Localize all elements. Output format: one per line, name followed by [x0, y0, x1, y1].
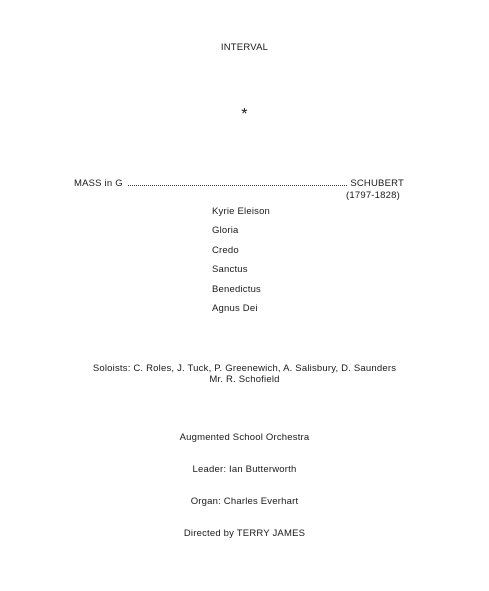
- composer-name: SCHUBERT: [350, 178, 404, 189]
- organ-credit: Organ: Charles Everhart: [190, 496, 299, 507]
- movement-item: Benedictus: [212, 283, 262, 295]
- soloists-line-continued: Mr. R. Schofield: [209, 374, 280, 385]
- movement-list: [212, 206, 270, 322]
- work-entry: [74, 176, 404, 190]
- movement-item: Kyrie Eleison: [212, 206, 271, 217]
- movement-item: Agnus Dei: [212, 302, 258, 314]
- director-credit: Directed by TERRY JAMES: [183, 528, 306, 539]
- composer-dates: (1797-1828): [346, 190, 400, 201]
- soloists-line: Soloists: C. Roles, J. Tuck, P. Greenewich, A. Salisbury, D. Saunders: [92, 363, 397, 374]
- movement-item: Gloria: [212, 225, 239, 237]
- leader-credit: Leader: Ian Butterworth: [192, 464, 297, 475]
- interval-heading: INTERVAL: [220, 42, 269, 53]
- dotted-leader: [128, 176, 348, 186]
- movement-item: Credo: [212, 244, 239, 256]
- movement-item: Sanctus: [212, 264, 248, 276]
- orchestra-credit: Augmented School Orchestra: [179, 432, 310, 443]
- work-title: MASS in G: [74, 178, 123, 189]
- star-ornament: *: [241, 106, 248, 123]
